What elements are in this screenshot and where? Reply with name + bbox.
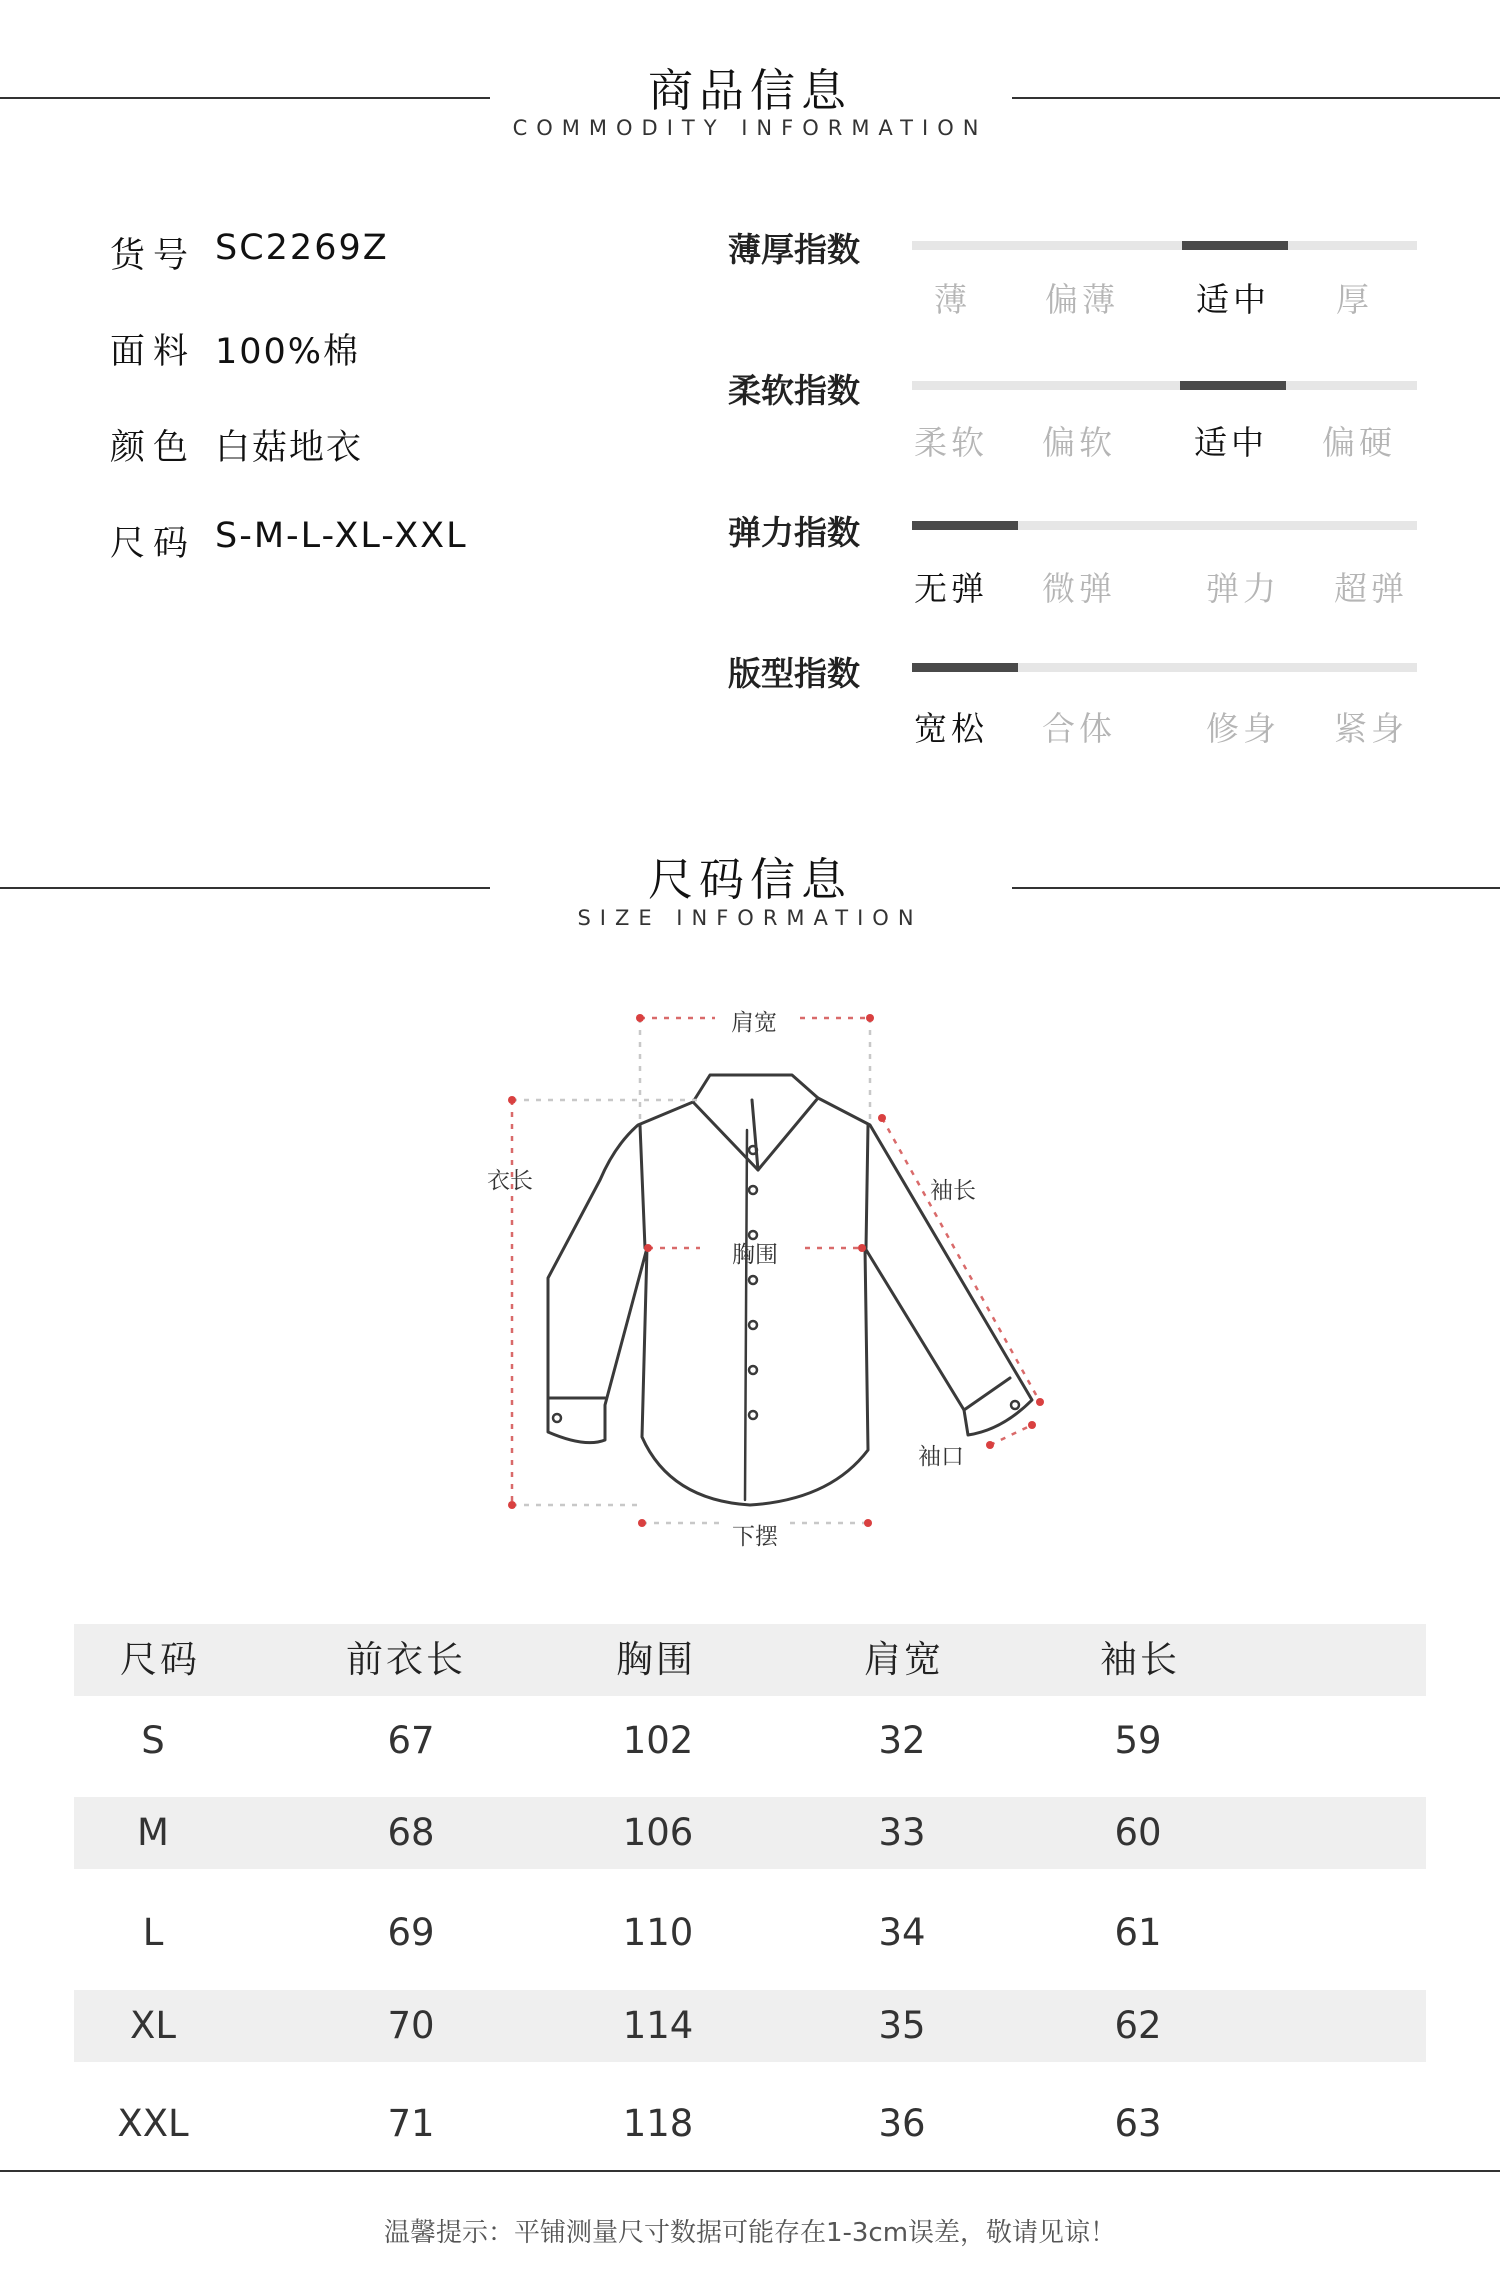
size-title: 尺码信息 — [647, 853, 852, 906]
table-row — [74, 2088, 1426, 2160]
index-option: 适中 — [1196, 280, 1270, 319]
table-cell: 34 — [878, 1911, 926, 1954]
detail-value-size: S-M-L-XL-XXL — [215, 516, 468, 556]
index-option: 修身 — [1206, 709, 1280, 748]
index-fill — [912, 663, 1018, 672]
index-label: 弹力指数 — [728, 513, 860, 552]
table-cell: S — [141, 1719, 165, 1762]
index-option: 偏软 — [1042, 423, 1116, 462]
table-cell: 102 — [622, 1719, 694, 1762]
detail-value-color: 白菇地衣 — [215, 428, 364, 468]
table-cell: 59 — [1114, 1719, 1162, 1762]
commodity-subtitle: COMMODITY INFORMATION — [512, 116, 988, 140]
table-cell: XL — [130, 2004, 176, 2047]
table-cell: XXL — [117, 2102, 189, 2145]
index-option: 微弹 — [1042, 569, 1116, 608]
index-fill — [912, 521, 1018, 530]
commodity-title: 商品信息 — [647, 64, 852, 117]
index-track — [912, 521, 1417, 530]
index-option: 偏薄 — [1045, 280, 1119, 319]
table-row — [74, 1797, 1426, 1869]
table-header-cell: 肩宽 — [864, 1638, 944, 1681]
table-cell: M — [137, 1811, 169, 1854]
table-cell: 63 — [1114, 2102, 1162, 2145]
table-header-cell: 尺码 — [120, 1638, 200, 1681]
label-hem: 下摆 — [732, 1524, 778, 1550]
index-fill — [1182, 241, 1288, 250]
footer-divider — [0, 2170, 1500, 2172]
table-cell: 106 — [622, 1811, 694, 1854]
table-cell: L — [142, 1911, 164, 1954]
table-row — [74, 1990, 1426, 2062]
table-cell: 33 — [878, 1811, 926, 1854]
table-row — [74, 1897, 1426, 1969]
index-track — [912, 663, 1417, 672]
measurement-disclaimer: 温馨提示：平铺测量尺寸数据可能存在1-3cm误差，敬请见谅！ — [383, 2218, 1117, 2248]
index-option: 柔软 — [914, 423, 988, 462]
table-cell: 70 — [387, 2004, 435, 2047]
table-cell: 32 — [878, 1719, 926, 1762]
table-header-cell: 袖长 — [1100, 1638, 1180, 1681]
table-cell: 61 — [1114, 1911, 1162, 1954]
table-cell: 118 — [622, 2102, 694, 2145]
table-row — [74, 1705, 1426, 1777]
table-header-cell: 前衣长 — [346, 1638, 466, 1681]
detail-label-size: 尺码 — [110, 524, 197, 564]
table-cell: 60 — [1114, 1811, 1162, 1854]
table-cell: 36 — [878, 2102, 926, 2145]
index-track — [912, 381, 1417, 390]
detail-value-sku: SC2269Z — [215, 228, 389, 268]
index-label: 薄厚指数 — [728, 230, 860, 269]
table-cell: 110 — [622, 1911, 694, 1954]
index-label: 柔软指数 — [728, 371, 860, 410]
label-sleeve-length: 袖长 — [930, 1178, 976, 1204]
index-option: 偏硬 — [1322, 423, 1396, 462]
index-option: 超弹 — [1334, 569, 1408, 608]
index-option: 弹力 — [1206, 569, 1280, 608]
index-option: 合体 — [1042, 709, 1116, 748]
index-option: 适中 — [1194, 423, 1268, 462]
index-label: 版型指数 — [728, 654, 860, 693]
size-subtitle: SIZE INFORMATION — [577, 906, 923, 930]
table-cell: 35 — [878, 2004, 926, 2047]
index-option: 薄 — [934, 280, 971, 319]
index-option: 宽松 — [914, 709, 988, 748]
index-option: 紧身 — [1334, 709, 1408, 748]
label-garment-length: 衣长 — [487, 1168, 533, 1194]
table-cell: 67 — [387, 1719, 435, 1762]
table-cell: 68 — [387, 1811, 435, 1854]
shirt-diagram — [0, 980, 1500, 1560]
index-option: 无弹 — [914, 569, 988, 608]
label-chest: 胸围 — [732, 1242, 778, 1268]
table-header-row — [74, 1624, 1426, 1696]
detail-label-color: 颜色 — [110, 428, 197, 468]
detail-value-fabric: 100%棉 — [215, 332, 361, 372]
table-cell: 69 — [387, 1911, 435, 1954]
label-shoulder-width: 肩宽 — [731, 1010, 777, 1036]
detail-label-fabric: 面料 — [110, 332, 197, 372]
label-cuff: 袖口 — [918, 1444, 964, 1470]
detail-label-sku: 货号 — [110, 236, 197, 276]
table-cell: 114 — [622, 2004, 694, 2047]
index-option: 厚 — [1336, 280, 1373, 319]
table-cell: 71 — [387, 2102, 435, 2145]
index-track — [912, 241, 1417, 250]
table-cell: 62 — [1114, 2004, 1162, 2047]
table-header-cell: 胸围 — [616, 1638, 696, 1681]
index-fill — [1180, 381, 1286, 390]
